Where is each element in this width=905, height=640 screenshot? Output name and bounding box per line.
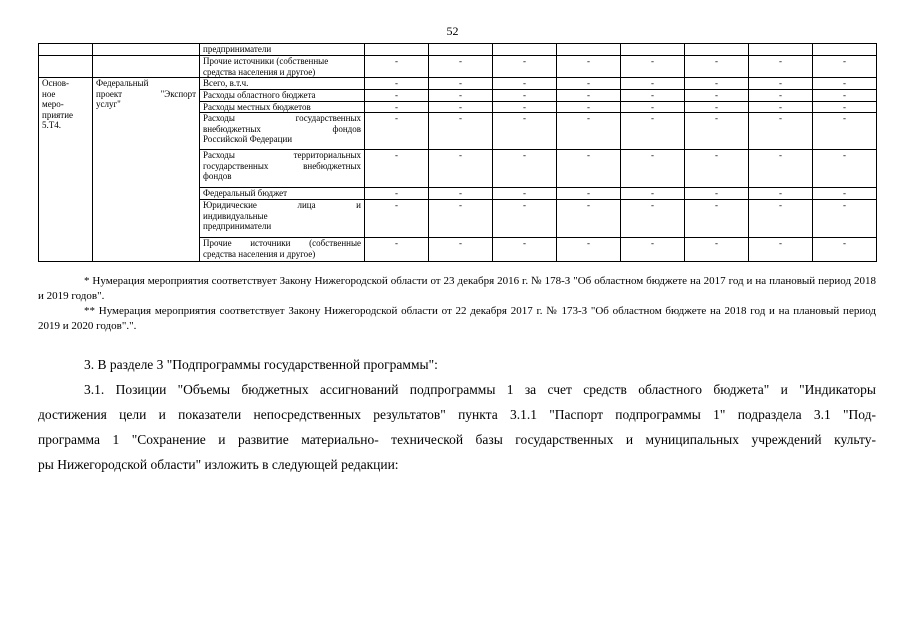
value-cell <box>621 44 685 56</box>
value-cell: - <box>621 150 685 188</box>
value-cell: - <box>621 101 685 113</box>
value-cell: - <box>557 89 621 101</box>
value-cell: - <box>685 89 749 101</box>
funding-source-line: Расходы территориальных <box>203 150 361 160</box>
value-cell: - <box>493 200 557 238</box>
value-cell: - <box>365 101 429 113</box>
value-cell: - <box>621 188 685 200</box>
activity-code-line: меро- <box>42 99 64 109</box>
paragraph-3-1 <box>38 377 876 477</box>
footnote-first: * Нумерация мероприятия соответствует Закону Нижегородской области от 23 декабря 2016 г. № 178-З "Об областном бюджете на 2017 год и на плановый период 2018 и 2019 годов". <box>38 275 876 302</box>
footnotes <box>38 274 876 334</box>
value-cell: - <box>365 200 429 238</box>
value-cell <box>365 44 429 56</box>
value-cell: - <box>429 238 493 262</box>
value-cell: - <box>365 113 429 150</box>
value-cell: - <box>685 188 749 200</box>
value-cell: - <box>493 89 557 101</box>
table-row <box>39 78 877 90</box>
empty-cell <box>39 56 93 78</box>
activity-name-line: проект "Экспорт <box>96 88 196 99</box>
activity-code-cell <box>39 78 93 262</box>
funding-source-cell <box>200 238 365 262</box>
value-cell: - <box>749 113 813 150</box>
value-cell: - <box>557 200 621 238</box>
value-cell: - <box>749 89 813 101</box>
activity-name-line: услуг" <box>96 99 121 109</box>
funding-source-cell <box>200 78 365 90</box>
table-row <box>39 44 877 56</box>
budget-table <box>38 43 877 262</box>
funding-source-line: внебюджетных фондов <box>203 123 361 134</box>
value-cell: - <box>429 78 493 90</box>
value-cell: - <box>557 150 621 188</box>
page-number: 52 <box>446 24 459 38</box>
value-cell <box>685 44 749 56</box>
value-cell: - <box>813 78 877 90</box>
value-cell: - <box>365 89 429 101</box>
paragraph-line: ры Нижегородской области" изложить в следующей редакции: <box>38 457 399 472</box>
value-cell <box>493 44 557 56</box>
funding-source-cell <box>200 113 365 150</box>
funding-source-cell <box>200 188 365 200</box>
value-cell: - <box>749 188 813 200</box>
empty-cell <box>93 56 200 78</box>
table-row <box>39 56 877 78</box>
value-cell: - <box>365 238 429 262</box>
value-cell: - <box>493 150 557 188</box>
funding-source-cell <box>200 200 365 238</box>
value-cell: - <box>493 101 557 113</box>
value-cell: - <box>749 56 813 78</box>
value-cell: - <box>685 238 749 262</box>
value-cell: - <box>429 89 493 101</box>
value-cell: - <box>365 150 429 188</box>
value-cell: - <box>557 113 621 150</box>
funding-source-line: Расходы государственных <box>203 113 361 123</box>
funding-source-cell: предприниматели <box>200 44 365 56</box>
footnote-second: ** Нумерация мероприятия соответствует Закону Нижегородской области от 22 декабря 2017 г. № 173-З "Об областном бюджете на 2018 год и на плановый период 2019 и 2020 годов".". <box>38 305 876 332</box>
value-cell: - <box>557 188 621 200</box>
empty-cell <box>39 44 93 56</box>
value-cell: - <box>365 188 429 200</box>
funding-source-line: Прочие источники (собственные <box>203 238 361 248</box>
paragraph-line: достижения цели и показатели непосредственных результатов" пункта 3.1.1 "Паспорт подпрограммы 1" подраздела 3.1 "Под- <box>38 407 876 422</box>
value-cell: - <box>685 150 749 188</box>
value-cell: - <box>749 238 813 262</box>
budget-table-body <box>39 44 877 262</box>
paragraph-line: программа 1 "Сохранение и развитие материально- технической базы государственных и муниципальных учреждений культу- <box>38 432 876 447</box>
activity-code-line: ное <box>42 88 56 99</box>
value-cell: - <box>621 238 685 262</box>
value-cell: - <box>813 150 877 188</box>
value-cell: - <box>365 78 429 90</box>
value-cell: - <box>429 188 493 200</box>
value-cell: - <box>429 113 493 150</box>
value-cell: - <box>493 56 557 78</box>
value-cell: - <box>813 188 877 200</box>
value-cell: - <box>429 150 493 188</box>
funding-source-line: предприниматели <box>203 221 272 231</box>
funding-source-line: Юридические лица и <box>203 200 361 210</box>
funding-source-cell <box>200 89 365 101</box>
value-cell: - <box>749 78 813 90</box>
funding-source-line: индивидуальные <box>203 210 268 221</box>
activity-code-line: Основ- <box>42 78 70 88</box>
value-cell: - <box>621 89 685 101</box>
value-cell: - <box>685 78 749 90</box>
value-cell: - <box>493 238 557 262</box>
value-cell: - <box>429 56 493 78</box>
value-cell: - <box>749 150 813 188</box>
value-cell: - <box>557 101 621 113</box>
paragraph-line: 3.1. Позиции "Объемы бюджетных ассигнований подпрограммы 1 за счет средств областного бюджета" и "Индикаторы <box>84 382 876 397</box>
value-cell: - <box>557 56 621 78</box>
value-cell: - <box>621 56 685 78</box>
value-cell: - <box>557 238 621 262</box>
activity-code-line: 5.Т4. <box>42 120 61 130</box>
funding-source-line: средства населения и другое) <box>203 248 316 259</box>
value-cell: - <box>621 200 685 238</box>
section-heading: 3. В разделе 3 "Подпрограммы государственной программы": <box>84 357 438 372</box>
value-cell: - <box>813 56 877 78</box>
funding-source-line: Федеральный бюджет <box>203 188 288 198</box>
value-cell: - <box>493 188 557 200</box>
funding-source-cell <box>200 101 365 113</box>
value-cell <box>813 44 877 56</box>
value-cell: - <box>685 113 749 150</box>
value-cell: - <box>685 101 749 113</box>
main-text <box>38 352 876 477</box>
value-cell: - <box>813 238 877 262</box>
activity-name-line: Федеральный <box>96 78 149 88</box>
value-cell: - <box>813 89 877 101</box>
value-cell: - <box>749 101 813 113</box>
funding-source-line: Расходы местных бюджетов <box>203 101 311 112</box>
value-cell: - <box>621 78 685 90</box>
funding-source-line: фондов <box>203 171 232 181</box>
value-cell: - <box>493 113 557 150</box>
activity-name-cell <box>93 78 200 262</box>
empty-cell <box>93 44 200 56</box>
value-cell: - <box>429 101 493 113</box>
value-cell: - <box>365 56 429 78</box>
value-cell <box>429 44 493 56</box>
value-cell <box>557 44 621 56</box>
funding-source-cell <box>200 150 365 188</box>
value-cell: - <box>621 113 685 150</box>
funding-source-line: Российской Федерации <box>203 134 293 144</box>
value-cell: - <box>749 200 813 238</box>
value-cell: - <box>429 200 493 238</box>
funding-source-line: Всего, в.т.ч. <box>203 78 249 88</box>
value-cell: - <box>685 200 749 238</box>
value-cell: - <box>813 113 877 150</box>
value-cell: - <box>813 101 877 113</box>
activity-code-line: приятие <box>42 109 74 120</box>
value-cell: - <box>493 78 557 90</box>
funding-source-cell: Прочие источники (собственные средства населения и другое) <box>200 56 365 78</box>
funding-source-line: государственных внебюджетных <box>203 160 361 171</box>
value-cell <box>749 44 813 56</box>
funding-source-line: Расходы областного бюджета <box>203 89 316 100</box>
value-cell: - <box>813 200 877 238</box>
value-cell: - <box>685 56 749 78</box>
value-cell: - <box>557 78 621 90</box>
